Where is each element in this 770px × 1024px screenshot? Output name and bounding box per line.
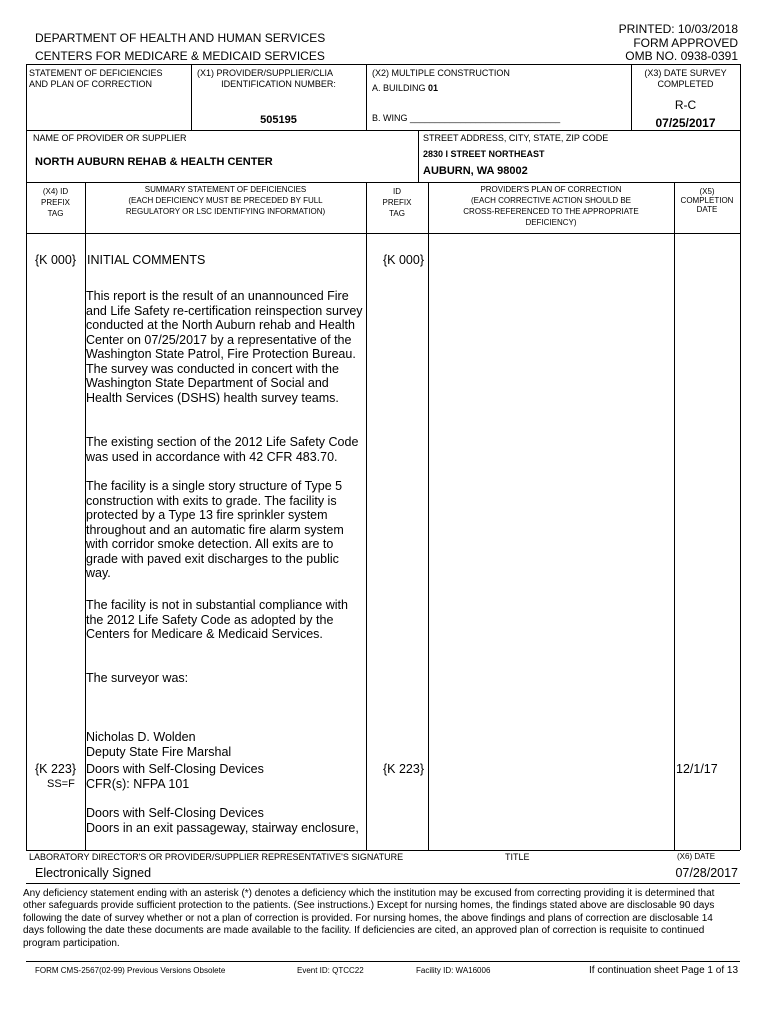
- text-line: Doors in an exit passageway, stairway enclosure,: [86, 820, 359, 835]
- tag-k000-plan: {K 000}: [383, 253, 425, 267]
- disclaimer: [23, 888, 714, 950]
- statement-label-1: STATEMENT OF DEFICIENCIES: [29, 68, 163, 78]
- wing-field: [372, 113, 560, 124]
- building-label: A. BUILDING: [372, 83, 426, 93]
- text-line: The facility is not in substantial compliance with: [86, 598, 348, 612]
- title-label: TITLE: [505, 852, 530, 862]
- text-line: throughout and an automatic fire alarm system: [86, 522, 344, 537]
- x4-header-3: TAG: [47, 209, 64, 218]
- surveyor-name-block: [86, 730, 376, 759]
- summary-header-2: (EACH DEFICIENCY MUST BE PRECEDED BY FULL: [128, 196, 323, 205]
- text-line: days following the date these documents are made available to the facility. If deficiencies are cited, an approved plan of correction is requisite to continued: [23, 925, 705, 937]
- initial-comments-heading: INITIAL COMMENTS: [87, 253, 206, 267]
- rule: [366, 64, 367, 130]
- summary-header-1: SUMMARY STATEMENT OF DEFICIENCIES: [144, 185, 307, 194]
- x2-label: (X2) MULTIPLE CONSTRUCTION: [372, 68, 510, 78]
- form-approved: FORM APPROVED: [633, 36, 738, 50]
- x3-label-1: (X3) DATE SURVEY: [644, 68, 727, 78]
- rule: [740, 64, 741, 850]
- text-line: conducted at the North Auburn rehab and Health: [86, 318, 355, 332]
- text-line: This report is the result of an unannounced Fire: [86, 289, 349, 303]
- cfr-reference: CFR(s): NFPA 101: [86, 777, 190, 791]
- tag-k000: {K 000}: [35, 253, 77, 267]
- text-line: Doors with Self-Closing Devices: [86, 806, 264, 820]
- compliance-paragraph: [86, 598, 376, 642]
- building-value: 01: [428, 83, 439, 93]
- rule: [26, 961, 740, 962]
- rule: [26, 233, 740, 234]
- text-line: other safeguards provide sufficient protection to the patients. (See instructions.) Except for nursing homes, the findings stated above are disclosable 90 days: [23, 900, 715, 912]
- text-line: following the date of survey whether or not a plan of correction is provided. For nursing homes, the above findings and plans of correction are disclosable 14: [23, 912, 713, 924]
- text-line: Nicholas D. Wolden: [86, 730, 196, 744]
- tag-k223-plan: {K 223}: [383, 762, 425, 776]
- statement-label-2: AND PLAN OF CORRECTION: [29, 79, 153, 89]
- id-header-3: TAG: [389, 209, 405, 218]
- x5-header-3: DATE: [696, 205, 718, 214]
- text-line: program participation.: [23, 937, 120, 949]
- x6-date-label: (X6) DATE: [677, 852, 716, 861]
- city-state-zip: AUBURN, WA 98002: [423, 165, 528, 177]
- text-line: and Life Safety re-certification reinspection survey: [86, 303, 363, 318]
- k223-title: Doors with Self-Closing Devices: [86, 762, 264, 776]
- text-line: Center on 07/25/2017 by a representative of the: [86, 332, 352, 347]
- facility-description-paragraph: [86, 479, 376, 581]
- rule: [26, 64, 740, 65]
- printed-date: PRINTED: 10/03/2018: [618, 22, 738, 36]
- text-line: The existing section of the 2012 Life Safety Code: [86, 435, 359, 449]
- text-line: The survey was conducted in concert with the: [86, 361, 339, 376]
- provider-id-number: 505195: [260, 114, 297, 126]
- text-line: with corridor smoke detection. All exits are to: [86, 537, 334, 551]
- address-label: STREET ADDRESS, CITY, STATE, ZIP CODE: [423, 133, 609, 143]
- text-line: protected by a Type 13 fire sprinkler system: [86, 508, 328, 522]
- rule: [418, 130, 419, 182]
- id-header-1: ID: [393, 187, 401, 196]
- survey-summary-paragraph: [86, 289, 376, 405]
- provider-name: NORTH AUBURN REHAB & HEALTH CENTER: [35, 156, 273, 168]
- text-line: Health Services (DSHS) health survey teams.: [86, 390, 339, 405]
- x4-header-2: PREFIX: [41, 198, 70, 207]
- x5-header-2: COMPLETION: [680, 196, 734, 205]
- rule: [26, 883, 740, 884]
- provider-name-label: NAME OF PROVIDER OR SUPPLIER: [33, 133, 187, 143]
- wing-label: B. WING: [372, 113, 408, 123]
- code-section-paragraph: [86, 435, 376, 464]
- event-id: Event ID: QTCC22: [297, 966, 364, 975]
- x4-header-1: (X4) ID: [42, 187, 69, 196]
- text-line: the 2012 Life Safety Code as adopted by the: [86, 612, 334, 627]
- rule: [26, 130, 740, 131]
- rule: [26, 64, 27, 850]
- continuation-page: If continuation sheet Page 1 of 13: [589, 965, 738, 976]
- text-line: was used in accordance with 42 CFR 483.70.: [86, 449, 338, 464]
- survey-date: 07/25/2017: [655, 116, 716, 130]
- signature-label: LABORATORY DIRECTOR'S OR PROVIDER/SUPPLIER REPRESENTATIVE'S SIGNATURE: [29, 852, 404, 862]
- surveyor-label: [86, 671, 376, 686]
- text-line: Deputy State Fire Marshal: [86, 744, 232, 759]
- text-line: Washington State Department of Social and: [86, 376, 329, 390]
- rule: [26, 850, 740, 851]
- signature-date: 07/28/2017: [675, 866, 738, 880]
- text-line: The surveyor was:: [86, 671, 189, 685]
- plan-header-1: PROVIDER'S PLAN OF CORRECTION: [480, 185, 622, 194]
- building-field: [372, 83, 438, 94]
- plan-header-4: DEFICIENCY): [525, 218, 577, 227]
- text-line: Washington State Patrol, Fire Protection Bureau.: [86, 347, 356, 361]
- doors-paragraph: [86, 806, 376, 835]
- k223-completion-date: 12/1/17: [676, 762, 718, 776]
- text-line: grade with paved exit discharges to the public: [86, 551, 339, 566]
- x1-label-2: IDENTIFICATION NUMBER:: [221, 79, 336, 89]
- tag-k223: {K 223}: [35, 762, 77, 776]
- rule: [428, 182, 429, 850]
- rule: [26, 182, 740, 183]
- text-line: Any deficiency statement ending with an asterisk (*) denotes a deficiency which the institution may be excused from correcting providing it is determined that: [23, 888, 715, 899]
- text-line: way.: [86, 566, 111, 580]
- centers-title: CENTERS FOR MEDICARE & MEDICAID SERVICES: [35, 49, 325, 63]
- id-header-2: PREFIX: [382, 198, 412, 207]
- plan-header-2: (EACH CORRECTIVE ACTION SHOULD BE: [470, 196, 632, 205]
- omb-number: OMB NO. 0938-0391: [625, 49, 738, 63]
- text-line: construction with exits to grade. The facility is: [86, 493, 337, 508]
- department-title: DEPARTMENT OF HEALTH AND HUMAN SERVICES: [35, 31, 326, 45]
- rule: [674, 182, 675, 850]
- facility-id: Facility ID: WA16006: [416, 966, 491, 975]
- x1-label-1: (X1) PROVIDER/SUPPLIER/CLIA: [197, 68, 334, 78]
- text-line: Centers for Medicare & Medicaid Services.: [86, 627, 323, 641]
- x3-label-2: COMPLETED: [657, 79, 714, 89]
- form-number: FORM CMS-2567(02-99) Previous Versions Obsolete: [35, 966, 226, 975]
- survey-rc: R-C: [674, 98, 697, 112]
- electronic-signature: Electronically Signed: [35, 866, 152, 880]
- text-line: The facility is a single story structure of Type 5: [86, 479, 343, 493]
- summary-header-3: REGULATORY OR LSC IDENTIFYING INFORMATION): [125, 207, 326, 216]
- x5-header-1: (X5): [699, 187, 715, 196]
- plan-header-3: CROSS-REFERENCED TO THE APPROPRIATE: [463, 207, 639, 216]
- street-address: 2830 I STREET NORTHEAST: [423, 149, 545, 159]
- wing-blank: ______________________________: [410, 113, 561, 123]
- scope-severity: SS=F: [47, 778, 75, 790]
